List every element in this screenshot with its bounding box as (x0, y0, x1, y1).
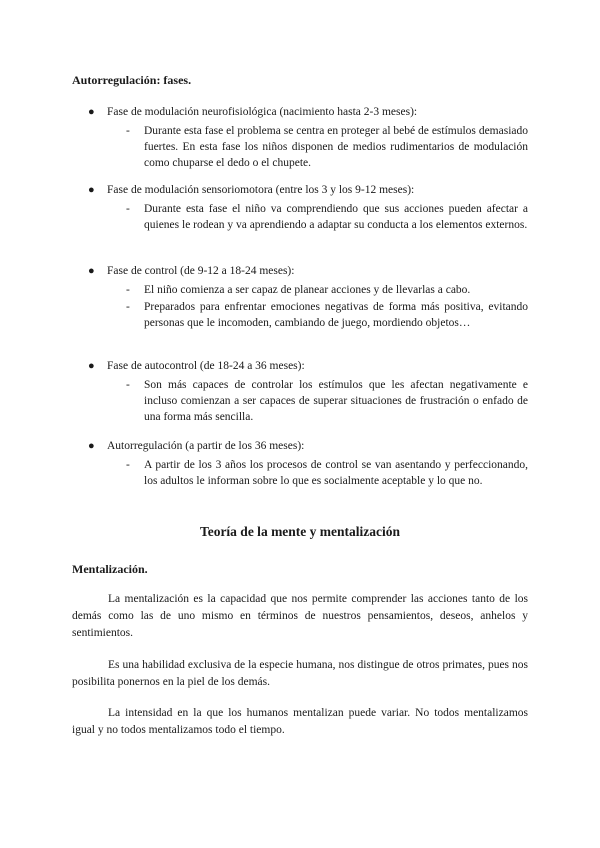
bullet-icon: ● (88, 184, 95, 196)
phase-title-text: Fase de modulación neurofisiológica (nacimiento hasta 2-3 meses): (107, 106, 418, 118)
phase-title-text: Fase de control (de 9-12 a 18-24 meses): (107, 265, 295, 277)
paragraph: La mentalización es la capacidad que nos permite comprender las acciones tanto de los demás como las de uno mismo en términos de nuestros pensamientos, deseos, anhelos y sentimientos. (72, 593, 528, 639)
dash-icon: - (126, 203, 130, 215)
bullet-icon: ● (88, 265, 95, 277)
bullet-icon: ● (88, 440, 95, 452)
sub-item-text: Durante esta fase el problema se centra en proteger al bebé de estímulos demasiado fuertes. En esta fase los niños disponen de medios rudimentarios de modulación como chuparse el dedo o el chupete. (144, 125, 528, 169)
sub-item-text: Son más capaces de controlar los estímulos que les afectan negativamente e incluso comienzan a ser capaces de superar situaciones de frustración o enfado de una forma más sencilla. (144, 379, 528, 423)
sub-item (88, 123, 528, 171)
phase-item (88, 264, 528, 331)
phase-item (88, 105, 528, 171)
paragraph: Es una habilidad exclusiva de la especie humana, nos distingue de otros primates, pues nos posibilita ponernos en la piel de los demás. (72, 659, 528, 688)
phase-title-text: Fase de autocontrol (de 18-24 a 36 meses): (107, 360, 305, 372)
dash-icon: - (126, 301, 130, 313)
dash-icon: - (126, 459, 130, 471)
sub-item (88, 282, 528, 298)
phase-item (88, 439, 528, 489)
sub-item-text: El niño comienza a ser capaz de planear acciones y de llevarlas a cabo. (144, 284, 471, 296)
bullet-icon: ● (88, 106, 95, 118)
paragraph: La intensidad en la que los humanos mentalizan puede variar. No todos mentalizamos igual y no todos mentalizamos todo el tiempo. (72, 707, 528, 736)
phase-item (88, 183, 528, 233)
sub-item-text: A partir de los 3 años los procesos de control se van asentando y perfeccionando, los adultos le informan sobre lo que es socialmente aceptable y lo que no. (144, 459, 528, 487)
dash-icon: - (126, 379, 130, 391)
sub-item-text: Durante esta fase el niño va comprendiendo que sus acciones pueden afectar a quienes le rodean y va aprendiendo a adaptar su conducta a los elementos externos. (144, 203, 528, 231)
phase-title (88, 264, 528, 279)
sub-item (88, 201, 528, 233)
section-title: Teoría de la mente y mentalización (199, 524, 401, 539)
sub-item (88, 457, 528, 489)
phase-title (88, 359, 528, 374)
bullet-icon: ● (88, 360, 95, 372)
heading-autorregulacion: Autorregulación: fases. (72, 73, 192, 87)
sub-item (88, 299, 528, 331)
phase-title (88, 105, 528, 120)
dash-icon: - (126, 284, 130, 296)
sub-item-text: Preparados para enfrentar emociones negativas de forma más positiva, evitando personas que le incomoden, cambiando de juego, mordiendo objetos… (144, 301, 528, 329)
subheading-mentalizacion: Mentalización. (72, 562, 148, 576)
phase-title (88, 183, 528, 198)
phase-title-text: Autorregulación (a partir de los 36 meses): (107, 440, 305, 452)
phase-title-text: Fase de modulación sensoriomotora (entre los 3 y los 9-12 meses): (107, 184, 415, 196)
sub-item (88, 377, 528, 425)
phase-item (88, 359, 528, 425)
phase-title (88, 439, 528, 454)
dash-icon: - (126, 125, 130, 137)
